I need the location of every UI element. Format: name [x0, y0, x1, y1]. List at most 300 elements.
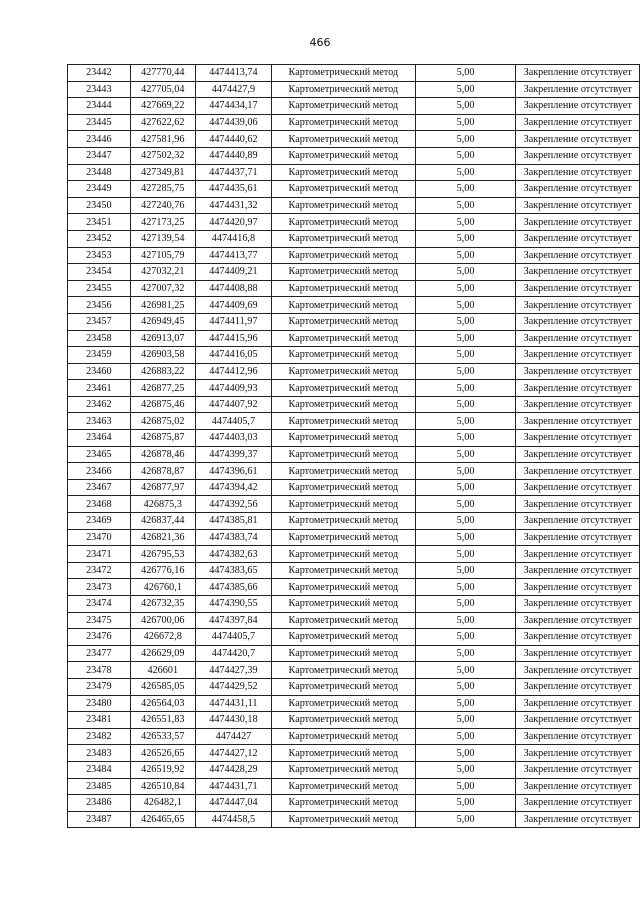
x-coordinate-cell: 427007,32 — [130, 280, 195, 297]
point-number-cell: 23471 — [68, 546, 131, 563]
point-number-cell: 23469 — [68, 513, 131, 530]
page-number: 466 — [309, 36, 331, 49]
point-number-cell: 23444 — [68, 98, 131, 115]
table-row — [68, 562, 640, 579]
x-coordinate-cell: 426601 — [130, 662, 195, 679]
method-cell: Картометрический метод — [271, 65, 415, 82]
fixing-cell: Закрепление отсутствует — [516, 380, 640, 397]
accuracy-cell: 5,00 — [415, 264, 516, 281]
table-row — [68, 297, 640, 314]
x-coordinate-cell: 426903,58 — [130, 347, 195, 364]
y-coordinate-cell: 4474420,97 — [195, 214, 271, 231]
fixing-cell: Закрепление отсутствует — [516, 280, 640, 297]
accuracy-cell: 5,00 — [415, 629, 516, 646]
method-cell: Картометрический метод — [271, 463, 415, 480]
table-row — [68, 98, 640, 115]
point-number-cell: 23466 — [68, 463, 131, 480]
accuracy-cell: 5,00 — [415, 363, 516, 380]
table-row — [68, 513, 640, 530]
fixing-cell: Закрепление отсутствует — [516, 745, 640, 762]
table-row — [68, 678, 640, 695]
table-row — [68, 446, 640, 463]
accuracy-cell: 5,00 — [415, 446, 516, 463]
fixing-cell: Закрепление отсутствует — [516, 230, 640, 247]
method-cell: Картометрический метод — [271, 197, 415, 214]
method-cell: Картометрический метод — [271, 778, 415, 795]
accuracy-cell: 5,00 — [415, 247, 516, 264]
y-coordinate-cell: 4474397,84 — [195, 612, 271, 629]
y-coordinate-cell: 4474427,12 — [195, 745, 271, 762]
x-coordinate-cell: 426732,35 — [130, 596, 195, 613]
table-row — [68, 761, 640, 778]
fixing-cell: Закрепление отсутствует — [516, 728, 640, 745]
method-cell: Картометрический метод — [271, 131, 415, 148]
accuracy-cell: 5,00 — [415, 596, 516, 613]
point-number-cell: 23447 — [68, 147, 131, 164]
point-number-cell: 23452 — [68, 230, 131, 247]
method-cell: Картометрический метод — [271, 313, 415, 330]
method-cell: Картометрический метод — [271, 811, 415, 828]
fixing-cell: Закрепление отсутствует — [516, 247, 640, 264]
method-cell: Картометрический метод — [271, 712, 415, 729]
point-number-cell: 23464 — [68, 430, 131, 447]
fixing-cell: Закрепление отсутствует — [516, 496, 640, 513]
fixing-cell: Закрепление отсутствует — [516, 98, 640, 115]
method-cell: Картометрический метод — [271, 562, 415, 579]
method-cell: Картометрический метод — [271, 479, 415, 496]
fixing-cell: Закрепление отсутствует — [516, 147, 640, 164]
fixing-cell: Закрепление отсутствует — [516, 513, 640, 530]
x-coordinate-cell: 427705,04 — [130, 81, 195, 98]
x-coordinate-cell: 426795,53 — [130, 546, 195, 563]
method-cell: Картометрический метод — [271, 728, 415, 745]
y-coordinate-cell: 4474431,11 — [195, 695, 271, 712]
point-number-cell: 23475 — [68, 612, 131, 629]
point-number-cell: 23461 — [68, 380, 131, 397]
x-coordinate-cell: 426949,45 — [130, 313, 195, 330]
table-row — [68, 629, 640, 646]
point-number-cell: 23460 — [68, 363, 131, 380]
point-number-cell: 23457 — [68, 313, 131, 330]
accuracy-cell: 5,00 — [415, 778, 516, 795]
y-coordinate-cell: 4474427 — [195, 728, 271, 745]
x-coordinate-cell: 427669,22 — [130, 98, 195, 115]
accuracy-cell: 5,00 — [415, 612, 516, 629]
table-row — [68, 147, 640, 164]
accuracy-cell: 5,00 — [415, 413, 516, 430]
y-coordinate-cell: 4474431,32 — [195, 197, 271, 214]
y-coordinate-cell: 4474427,39 — [195, 662, 271, 679]
fixing-cell: Закрепление отсутствует — [516, 65, 640, 82]
accuracy-cell: 5,00 — [415, 745, 516, 762]
method-cell: Картометрический метод — [271, 114, 415, 131]
accuracy-cell: 5,00 — [415, 214, 516, 231]
x-coordinate-cell: 427139,54 — [130, 230, 195, 247]
method-cell: Картометрический метод — [271, 330, 415, 347]
fixing-cell: Закрепление отсутствует — [516, 795, 640, 812]
point-number-cell: 23446 — [68, 131, 131, 148]
y-coordinate-cell: 4474412,96 — [195, 363, 271, 380]
accuracy-cell: 5,00 — [415, 662, 516, 679]
table-row — [68, 380, 640, 397]
fixing-cell: Закрепление отсутствует — [516, 181, 640, 198]
fixing-cell: Закрепление отсутствует — [516, 114, 640, 131]
fixing-cell: Закрепление отсутствует — [516, 430, 640, 447]
method-cell: Картометрический метод — [271, 297, 415, 314]
method-cell: Картометрический метод — [271, 496, 415, 513]
point-number-cell: 23486 — [68, 795, 131, 812]
method-cell: Картометрический метод — [271, 795, 415, 812]
x-coordinate-cell: 426482,1 — [130, 795, 195, 812]
point-number-cell: 23462 — [68, 396, 131, 413]
table-row — [68, 496, 640, 513]
method-cell: Картометрический метод — [271, 645, 415, 662]
fixing-cell: Закрепление отсутствует — [516, 579, 640, 596]
fixing-cell: Закрепление отсутствует — [516, 197, 640, 214]
fixing-cell: Закрепление отсутствует — [516, 479, 640, 496]
fixing-cell: Закрепление отсутствует — [516, 363, 640, 380]
table-row — [68, 778, 640, 795]
table-row — [68, 330, 640, 347]
accuracy-cell: 5,00 — [415, 795, 516, 812]
fixing-cell: Закрепление отсутствует — [516, 546, 640, 563]
y-coordinate-cell: 4474440,62 — [195, 131, 271, 148]
accuracy-cell: 5,00 — [415, 297, 516, 314]
table-row — [68, 712, 640, 729]
y-coordinate-cell: 4474437,71 — [195, 164, 271, 181]
accuracy-cell: 5,00 — [415, 330, 516, 347]
accuracy-cell: 5,00 — [415, 98, 516, 115]
y-coordinate-cell: 4474392,56 — [195, 496, 271, 513]
accuracy-cell: 5,00 — [415, 313, 516, 330]
method-cell: Картометрический метод — [271, 446, 415, 463]
accuracy-cell: 5,00 — [415, 430, 516, 447]
accuracy-cell: 5,00 — [415, 230, 516, 247]
accuracy-cell: 5,00 — [415, 65, 516, 82]
method-cell: Картометрический метод — [271, 147, 415, 164]
fixing-cell: Закрепление отсутствует — [516, 164, 640, 181]
point-number-cell: 23448 — [68, 164, 131, 181]
method-cell: Картометрический метод — [271, 363, 415, 380]
accuracy-cell: 5,00 — [415, 579, 516, 596]
table-row — [68, 347, 640, 364]
table-row — [68, 695, 640, 712]
method-cell: Картометрический метод — [271, 81, 415, 98]
method-cell: Картометрический метод — [271, 347, 415, 364]
point-number-cell: 23481 — [68, 712, 131, 729]
fixing-cell: Закрепление отсутствует — [516, 596, 640, 613]
x-coordinate-cell: 426510,84 — [130, 778, 195, 795]
x-coordinate-cell: 426776,16 — [130, 562, 195, 579]
accuracy-cell: 5,00 — [415, 380, 516, 397]
point-number-cell: 23482 — [68, 728, 131, 745]
fixing-cell: Закрепление отсутствует — [516, 463, 640, 480]
x-coordinate-cell: 427502,32 — [130, 147, 195, 164]
point-number-cell: 23487 — [68, 811, 131, 828]
y-coordinate-cell: 4474428,29 — [195, 761, 271, 778]
accuracy-cell: 5,00 — [415, 479, 516, 496]
fixing-cell: Закрепление отсутствует — [516, 778, 640, 795]
fixing-cell: Закрепление отсутствует — [516, 446, 640, 463]
point-number-cell: 23478 — [68, 662, 131, 679]
x-coordinate-cell: 426585,05 — [130, 678, 195, 695]
table-row — [68, 181, 640, 198]
x-coordinate-cell: 426875,46 — [130, 396, 195, 413]
x-coordinate-cell: 427622,62 — [130, 114, 195, 131]
table-row — [68, 745, 640, 762]
y-coordinate-cell: 4474405,7 — [195, 629, 271, 646]
method-cell: Картометрический метод — [271, 413, 415, 430]
method-cell: Картометрический метод — [271, 629, 415, 646]
method-cell: Картометрический метод — [271, 695, 415, 712]
x-coordinate-cell: 426465,65 — [130, 811, 195, 828]
fixing-cell: Закрепление отсутствует — [516, 612, 640, 629]
point-number-cell: 23468 — [68, 496, 131, 513]
table-row — [68, 596, 640, 613]
point-number-cell: 23476 — [68, 629, 131, 646]
x-coordinate-cell: 426875,02 — [130, 413, 195, 430]
table-row — [68, 662, 640, 679]
point-number-cell: 23465 — [68, 446, 131, 463]
table-row — [68, 247, 640, 264]
fixing-cell: Закрепление отсутствует — [516, 313, 640, 330]
accuracy-cell: 5,00 — [415, 164, 516, 181]
y-coordinate-cell: 4474399,37 — [195, 446, 271, 463]
accuracy-cell: 5,00 — [415, 761, 516, 778]
y-coordinate-cell: 4474420,7 — [195, 645, 271, 662]
x-coordinate-cell: 427240,76 — [130, 197, 195, 214]
accuracy-cell: 5,00 — [415, 695, 516, 712]
table-row — [68, 280, 640, 297]
fixing-cell: Закрепление отсутствует — [516, 413, 640, 430]
x-coordinate-cell: 426672,8 — [130, 629, 195, 646]
fixing-cell: Закрепление отсутствует — [516, 347, 640, 364]
method-cell: Картометрический метод — [271, 214, 415, 231]
point-number-cell: 23474 — [68, 596, 131, 613]
table-row — [68, 230, 640, 247]
fixing-cell: Закрепление отсутствует — [516, 396, 640, 413]
y-coordinate-cell: 4474407,92 — [195, 396, 271, 413]
x-coordinate-cell: 426760,1 — [130, 579, 195, 596]
x-coordinate-cell: 426533,57 — [130, 728, 195, 745]
x-coordinate-cell: 427770,44 — [130, 65, 195, 82]
x-coordinate-cell: 426700,06 — [130, 612, 195, 629]
y-coordinate-cell: 4474427,9 — [195, 81, 271, 98]
y-coordinate-cell: 4474415,96 — [195, 330, 271, 347]
point-number-cell: 23473 — [68, 579, 131, 596]
point-number-cell: 23458 — [68, 330, 131, 347]
method-cell: Картометрический метод — [271, 264, 415, 281]
table-row — [68, 65, 640, 82]
coordinates-table-body — [68, 65, 640, 828]
table-row — [68, 546, 640, 563]
y-coordinate-cell: 4474394,42 — [195, 479, 271, 496]
x-coordinate-cell: 426875,3 — [130, 496, 195, 513]
table-row — [68, 795, 640, 812]
accuracy-cell: 5,00 — [415, 712, 516, 729]
x-coordinate-cell: 426551,83 — [130, 712, 195, 729]
y-coordinate-cell: 4474411,97 — [195, 313, 271, 330]
fixing-cell: Закрепление отсутствует — [516, 214, 640, 231]
method-cell: Картометрический метод — [271, 280, 415, 297]
y-coordinate-cell: 4474429,52 — [195, 678, 271, 695]
point-number-cell: 23484 — [68, 761, 131, 778]
method-cell: Картометрический метод — [271, 430, 415, 447]
y-coordinate-cell: 4474385,66 — [195, 579, 271, 596]
x-coordinate-cell: 427173,25 — [130, 214, 195, 231]
table-row — [68, 313, 640, 330]
y-coordinate-cell: 4474431,71 — [195, 778, 271, 795]
x-coordinate-cell: 426883,22 — [130, 363, 195, 380]
fixing-cell: Закрепление отсутствует — [516, 330, 640, 347]
x-coordinate-cell: 427105,79 — [130, 247, 195, 264]
method-cell: Картометрический метод — [271, 230, 415, 247]
y-coordinate-cell: 4474383,65 — [195, 562, 271, 579]
table-row — [68, 612, 640, 629]
method-cell: Картометрический метод — [271, 662, 415, 679]
x-coordinate-cell: 427032,21 — [130, 264, 195, 281]
accuracy-cell: 5,00 — [415, 181, 516, 198]
fixing-cell: Закрепление отсутствует — [516, 662, 640, 679]
point-number-cell: 23479 — [68, 678, 131, 695]
table-row — [68, 197, 640, 214]
x-coordinate-cell: 426875,87 — [130, 430, 195, 447]
y-coordinate-cell: 4474405,7 — [195, 413, 271, 430]
y-coordinate-cell: 4474416,8 — [195, 230, 271, 247]
y-coordinate-cell: 4474409,69 — [195, 297, 271, 314]
accuracy-cell: 5,00 — [415, 811, 516, 828]
table-row — [68, 164, 640, 181]
x-coordinate-cell: 427285,75 — [130, 181, 195, 198]
x-coordinate-cell: 426837,44 — [130, 513, 195, 530]
method-cell: Картометрический метод — [271, 678, 415, 695]
point-number-cell: 23463 — [68, 413, 131, 430]
y-coordinate-cell: 4474385,81 — [195, 513, 271, 530]
accuracy-cell: 5,00 — [415, 147, 516, 164]
point-number-cell: 23442 — [68, 65, 131, 82]
point-number-cell: 23449 — [68, 181, 131, 198]
point-number-cell: 23470 — [68, 529, 131, 546]
x-coordinate-cell: 426526,65 — [130, 745, 195, 762]
point-number-cell: 23456 — [68, 297, 131, 314]
accuracy-cell: 5,00 — [415, 678, 516, 695]
point-number-cell: 23485 — [68, 778, 131, 795]
accuracy-cell: 5,00 — [415, 280, 516, 297]
method-cell: Картометрический метод — [271, 98, 415, 115]
point-number-cell: 23451 — [68, 214, 131, 231]
x-coordinate-cell: 426878,87 — [130, 463, 195, 480]
point-number-cell: 23459 — [68, 347, 131, 364]
fixing-cell: Закрепление отсутствует — [516, 811, 640, 828]
table-row — [68, 579, 640, 596]
point-number-cell: 23443 — [68, 81, 131, 98]
point-number-cell: 23450 — [68, 197, 131, 214]
point-number-cell: 23467 — [68, 479, 131, 496]
x-coordinate-cell: 427581,96 — [130, 131, 195, 148]
point-number-cell: 23445 — [68, 114, 131, 131]
x-coordinate-cell: 426519,92 — [130, 761, 195, 778]
table-row — [68, 363, 640, 380]
method-cell: Картометрический метод — [271, 761, 415, 778]
y-coordinate-cell: 4474416,05 — [195, 347, 271, 364]
fixing-cell: Закрепление отсутствует — [516, 695, 640, 712]
y-coordinate-cell: 4474403,03 — [195, 430, 271, 447]
fixing-cell: Закрепление отсутствует — [516, 562, 640, 579]
x-coordinate-cell: 427349,81 — [130, 164, 195, 181]
x-coordinate-cell: 426629,09 — [130, 645, 195, 662]
method-cell: Картометрический метод — [271, 745, 415, 762]
table-row — [68, 214, 640, 231]
y-coordinate-cell: 4474440,89 — [195, 147, 271, 164]
coordinates-table — [67, 64, 640, 828]
point-number-cell: 23453 — [68, 247, 131, 264]
table-row — [68, 413, 640, 430]
y-coordinate-cell: 4474413,77 — [195, 247, 271, 264]
x-coordinate-cell: 426821,36 — [130, 529, 195, 546]
point-number-cell: 23477 — [68, 645, 131, 662]
table-row — [68, 811, 640, 828]
accuracy-cell: 5,00 — [415, 529, 516, 546]
y-coordinate-cell: 4474413,74 — [195, 65, 271, 82]
table-row — [68, 131, 640, 148]
accuracy-cell: 5,00 — [415, 197, 516, 214]
fixing-cell: Закрепление отсутствует — [516, 81, 640, 98]
method-cell: Картометрический метод — [271, 529, 415, 546]
accuracy-cell: 5,00 — [415, 81, 516, 98]
fixing-cell: Закрепление отсутствует — [516, 678, 640, 695]
table-row — [68, 645, 640, 662]
accuracy-cell: 5,00 — [415, 728, 516, 745]
table-row — [68, 479, 640, 496]
point-number-cell: 23455 — [68, 280, 131, 297]
y-coordinate-cell: 4474383,74 — [195, 529, 271, 546]
point-number-cell: 23472 — [68, 562, 131, 579]
table-row — [68, 81, 640, 98]
method-cell: Картометрический метод — [271, 181, 415, 198]
x-coordinate-cell: 426564,03 — [130, 695, 195, 712]
table-row — [68, 430, 640, 447]
y-coordinate-cell: 4474434,17 — [195, 98, 271, 115]
x-coordinate-cell: 426981,25 — [130, 297, 195, 314]
accuracy-cell: 5,00 — [415, 513, 516, 530]
y-coordinate-cell: 4474408,88 — [195, 280, 271, 297]
table-row — [68, 396, 640, 413]
method-cell: Картометрический метод — [271, 164, 415, 181]
y-coordinate-cell: 4474435,61 — [195, 181, 271, 198]
y-coordinate-cell: 4474396,61 — [195, 463, 271, 480]
table-row — [68, 114, 640, 131]
fixing-cell: Закрепление отсутствует — [516, 529, 640, 546]
y-coordinate-cell: 4474458,5 — [195, 811, 271, 828]
fixing-cell: Закрепление отсутствует — [516, 629, 640, 646]
table-row — [68, 728, 640, 745]
method-cell: Картометрический метод — [271, 612, 415, 629]
method-cell: Картометрический метод — [271, 247, 415, 264]
accuracy-cell: 5,00 — [415, 347, 516, 364]
point-number-cell: 23454 — [68, 264, 131, 281]
point-number-cell: 23483 — [68, 745, 131, 762]
y-coordinate-cell: 4474382,63 — [195, 546, 271, 563]
accuracy-cell: 5,00 — [415, 496, 516, 513]
method-cell: Картометрический метод — [271, 546, 415, 563]
accuracy-cell: 5,00 — [415, 131, 516, 148]
method-cell: Картометрический метод — [271, 579, 415, 596]
fixing-cell: Закрепление отсутствует — [516, 761, 640, 778]
accuracy-cell: 5,00 — [415, 546, 516, 563]
x-coordinate-cell: 426877,97 — [130, 479, 195, 496]
x-coordinate-cell: 426877,25 — [130, 380, 195, 397]
fixing-cell: Закрепление отсутствует — [516, 712, 640, 729]
